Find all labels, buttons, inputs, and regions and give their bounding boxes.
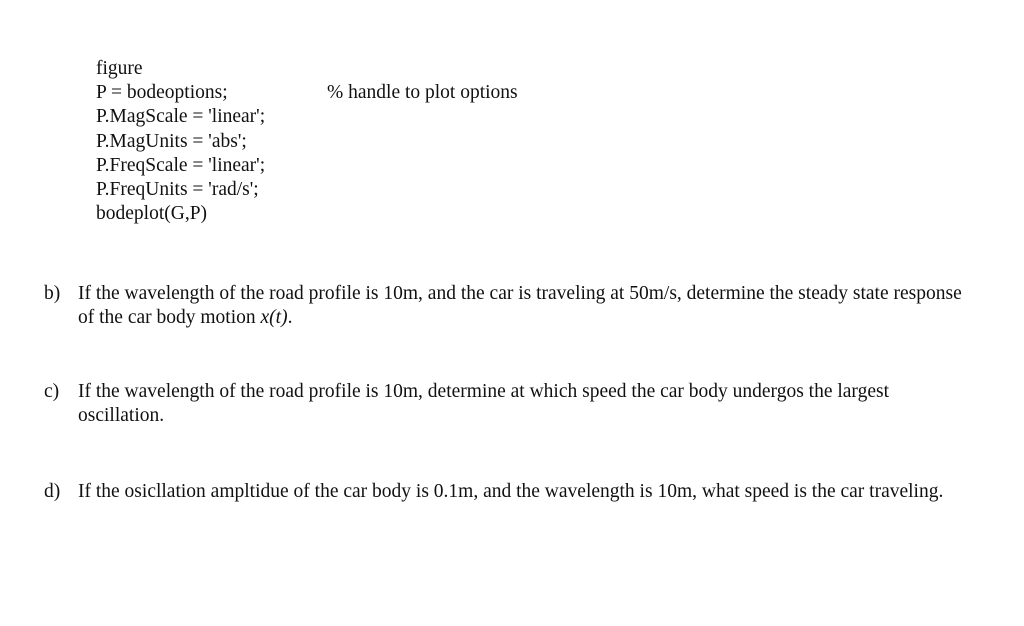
question-c [44,380,974,427]
question-marker: b) [44,283,61,304]
code-line [96,105,616,129]
question-marker: d) [44,481,61,502]
math-variable: x(t) [260,306,288,328]
code-line [96,202,616,226]
question-suffix: . [287,306,293,328]
code-text: P.MagScale = 'linear'; [96,106,266,128]
question-body: If the wavelength of the road profile is 10m, and the car is traveling at 50m/s, determine the steady state response of the car body motion [78,283,962,328]
question-text: If the wavelength of the road profile is 10m, determine at which speed the car body undergos the largest oscillation. [78,381,889,426]
question-marker: c) [44,381,60,402]
code-line [96,154,616,178]
code-comment: % handle to plot options [327,82,518,104]
code-text: bodeplot(G,P) [96,203,208,225]
code-listing [96,57,616,226]
code-text: figure [96,58,143,79]
question-d [44,480,974,504]
code-line [96,130,616,154]
code-text: P.FreqScale = 'linear'; [96,154,266,176]
question-text: If the osicllation ampltidue of the car body is 0.1m, and the wavelength is 10m, what speed is the car traveling. [78,481,944,502]
code-text: P = bodeoptions; [96,82,228,104]
question-text [78,282,974,329]
code-line [96,57,616,81]
code-line [96,81,616,105]
question-b [44,282,974,329]
code-line [96,178,616,202]
code-text: P.MagUnits = 'abs'; [96,130,247,152]
code-text: P.FreqUnits = 'rad/s'; [96,178,259,200]
